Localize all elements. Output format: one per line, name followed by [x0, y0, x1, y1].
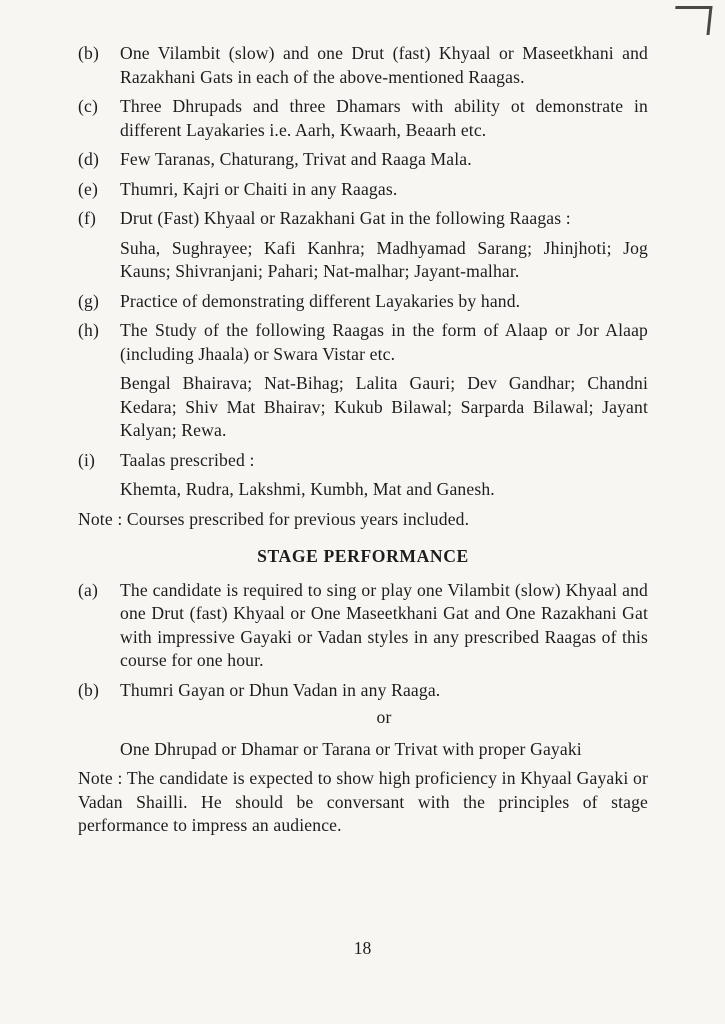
- page-number: 18: [353, 938, 372, 958]
- item-body: [120, 319, 648, 443]
- scan-corner-mark: [672, 6, 712, 35]
- alternative-text: One Dhrupad or Dhamar or Tarana or Trivat with proper Gayaki: [120, 738, 582, 759]
- item-text: Few Taranas, Chaturang, Trivat and Raaga Mala.: [120, 149, 472, 169]
- or-separator: or: [376, 707, 392, 727]
- item-marker: (a): [78, 579, 98, 600]
- item-text: Thumri Gayan or Dhun Vadan in any Raaga.: [120, 679, 441, 700]
- note-previous-courses: Note : Courses prescribed for previous years included.: [78, 508, 470, 529]
- item-body: [120, 207, 648, 284]
- list-item: [78, 178, 648, 202]
- note-proficiency: Note : The candidate is expected to show high proficiency in Khyaal Gayaki or Vadan Shailli. He should be conversant with the principles of stage performance to impress an audience.: [78, 768, 648, 835]
- item-text: Thumri, Kajri or Chaiti in any Raagas.: [120, 178, 398, 199]
- item-text: Drut (Fast) Khyaal or Razakhani Gat in the following Raagas :: [120, 208, 571, 228]
- item-text: One Vilambit (slow) and one Drut (fast) Khyaal or Maseetkhani and Razakhani Gats in each of the above-mentioned Raagas.: [120, 43, 648, 87]
- item-text: Taalas prescribed :: [120, 449, 255, 470]
- item-text: The candidate is required to sing or play one Vilambit (slow) Khyaal and one Drut (fast) Khyaal or One Maseetkhani Gat and One Razakhani Gat with impressive Gayaki or Vadan styles in any prescribed Raagas of this course for one hour.: [120, 579, 648, 670]
- list-item: [78, 290, 648, 314]
- taala-list: Khemta, Rudra, Lakshmi, Kumbh, Mat and Ganesh.: [120, 479, 495, 499]
- item-body: [120, 449, 648, 502]
- item-marker: (b): [78, 679, 99, 700]
- list-item: [78, 207, 648, 284]
- item-marker: (d): [78, 149, 99, 169]
- item-marker: (f): [78, 208, 97, 228]
- item-marker: (c): [78, 96, 98, 116]
- item-text: Three Dhrupads and three Dhamars with ability ot demonstrate in different Layakaries i.e. Aarh, Kwaarh, Beaarh etc.: [120, 96, 648, 140]
- list-item: [78, 42, 648, 89]
- raaga-list: Bengal Bhairava; Nat-Bihag; Lalita Gauri; Dev Gandhar; Chandni Kedara; Shiv Mat Bhairav; Kukub Bilawal; Sarparda Bilawal; Jayant Kalyan; Rewa.: [120, 373, 648, 440]
- item-marker: (i): [78, 449, 96, 470]
- item-marker: (h): [78, 320, 99, 340]
- item-marker: (b): [78, 43, 99, 63]
- list-item: [78, 579, 648, 673]
- list-item: [78, 148, 648, 172]
- item-text: Practice of demonstrating different Layakaries by hand.: [120, 290, 521, 311]
- list-item: [78, 319, 648, 443]
- list-item: [78, 449, 648, 502]
- section-heading: STAGE PERFORMANCE: [257, 546, 469, 566]
- item-text: The Study of the following Raagas in the form of Alaap or Jor Alaap (including Jhaala) or Swara Vistar etc.: [120, 320, 648, 364]
- list-item: [78, 679, 648, 762]
- syllabus-content: [78, 42, 648, 838]
- item-marker: (e): [78, 178, 98, 199]
- list-item: [78, 95, 648, 142]
- item-marker: (g): [78, 290, 99, 311]
- item-body: [120, 679, 648, 762]
- raaga-list: Suha, Sughrayee; Kafi Kanhra; Madhyamad Sarang; Jhinjhoti; Jog Kauns; Shivranjani; Pahari; Nat-malhar; Jayant-malhar.: [120, 237, 648, 281]
